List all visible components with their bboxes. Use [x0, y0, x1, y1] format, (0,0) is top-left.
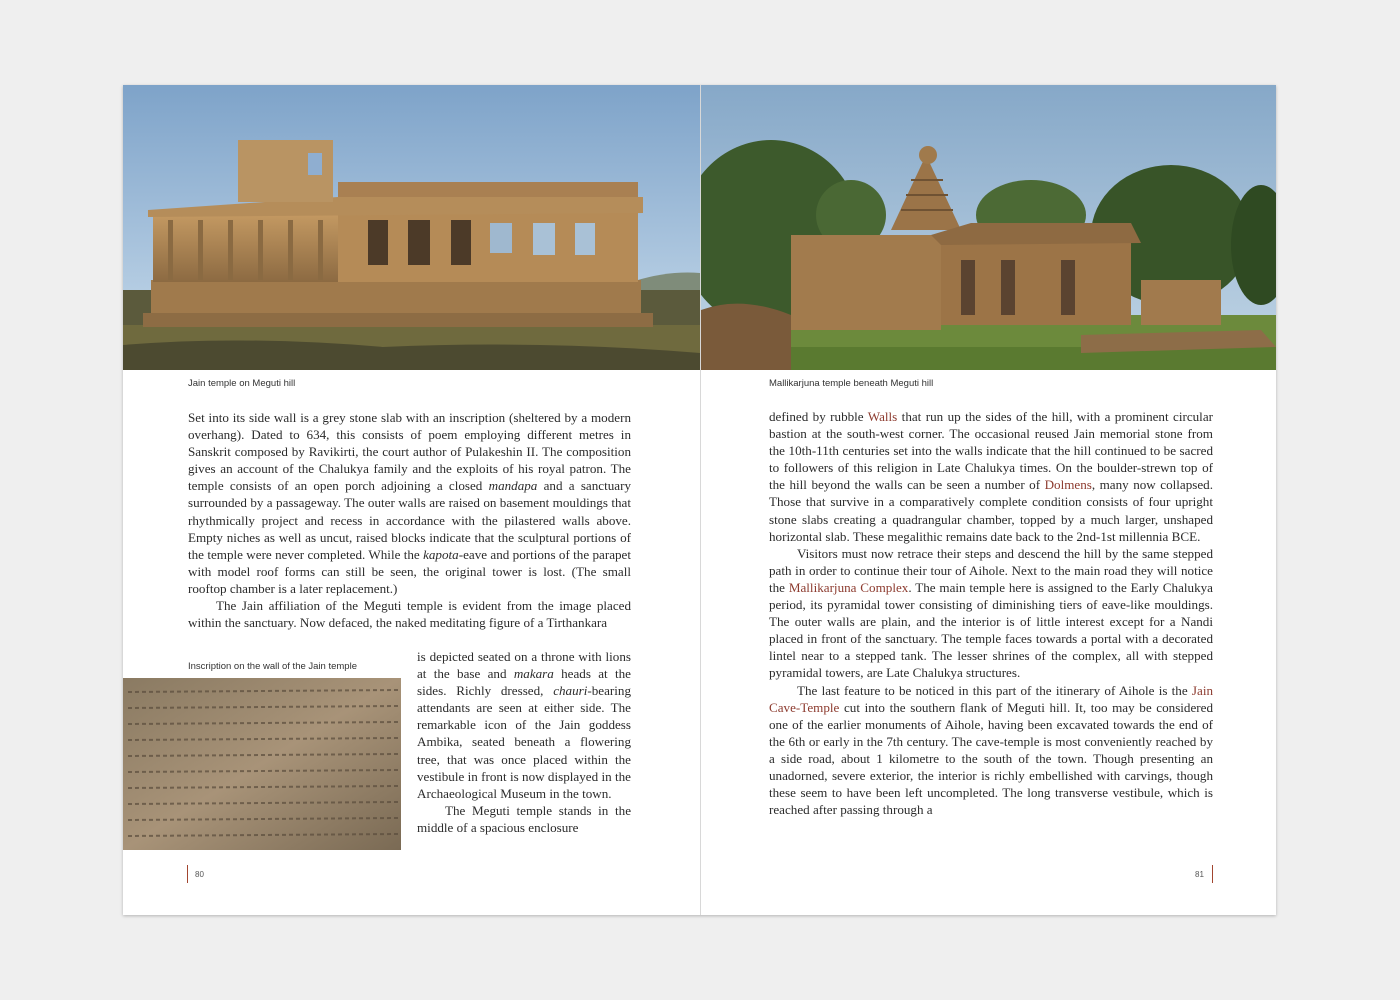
- dolmens-link[interactable]: Dolmens: [1044, 477, 1092, 493]
- left-paragraph-2: The Jain affiliation of the Meguti temple is evident from the image placed within the sanctuary. Now defaced, the naked meditating figure of a Tirthankara: [188, 598, 631, 631]
- walls-link[interactable]: Walls: [867, 409, 898, 424]
- mallikarjuna-complex-link[interactable]: Mallikarjuna Complex: [788, 579, 909, 595]
- left-side-column: [417, 648, 631, 836]
- right-paragraph-2: Visitors must now retrace their steps and descend the hill by the same stepped path in order to continue their tour of Aihole. Next to the main road they will notice the Mallikarjuna Complex. The main temple here is assigned to the Early Chalukya period, its pyramidal tower consisting of diminishing tiers of eave-like mouldings. The outer walls are plain, and the interior is of little interest except for a Nandi placed in front of the sanctuary. The temple faces towards a portal with a decorated lintel near to a stepped tank. The lesser shrines of the complex, all with stepped pyramidal towers, are Late Chalukya structures.: [769, 545, 1213, 681]
- right-text-column: [769, 408, 1213, 818]
- page-rule-right: [1212, 865, 1213, 883]
- right-paragraph-3: The last feature to be noticed in this part of the itinerary of Aihole is the Jain Cave-Temple cut into the southern flank of Meguti hill. It, too may be considered one of the earlier monuments of Aihole, having been excavated towards the end of the 6th or early in the 7th century. The cave-temple is most conveniently reached by a side road, about 1 kilometre to the south of the town. Though presenting an unadorned, severe exterior, the interior is richly embellished with carvings, though these seem to have been left uncompleted. The long transverse vestibule, which is reached after passing through a: [769, 682, 1213, 818]
- page-number-right: 81: [1195, 870, 1204, 879]
- left-paragraph-3: The Meguti temple stands in the middle of a spacious enclosure: [417, 802, 631, 835]
- left-text-column: [188, 409, 631, 631]
- left-paragraph-2-continued: is depicted seated on a throne with lions at the base and makara heads at the sides. Richly dressed, chauri-bearing attendants are seen at either side. The remarkable icon of the Jain goddess Ambika, seated beneath a flowering tree, that was once placed within the vestibule in front is now displayed in the Archaeological Museum in the town.: [417, 649, 631, 801]
- inscription-photo: [123, 678, 401, 850]
- top-photo-caption-right: Mallikarjuna temple beneath Meguti hill: [769, 378, 934, 389]
- inscription-caption: Inscription on the wall of the Jain temple: [188, 661, 357, 672]
- top-photo-caption-left: Jain temple on Meguti hill: [188, 378, 296, 389]
- page-rule-left: [187, 865, 188, 883]
- jain-temple-photo: [123, 85, 700, 370]
- jain-cave-temple-link[interactable]: Jain Cave-Temple: [769, 682, 1213, 715]
- page-number-left: 80: [195, 870, 204, 879]
- left-paragraph-1: Set into its side wall is a grey stone slab with an inscription (sheltered by a modern overhang). Dated to 634, this consists of poem employing different metres in Sanskrit composed by Ravikirti, the court author of Pulakeshin II. The composition gives an account of the Chalukya family and the exploits of his royal patron. The temple consists of an open porch adjoining a closed mandapa and a sanctuary surrounded by a passageway. The outer walls are raised on basement mouldings that rhythmically project and recess in accordance with the pilastered walls above. Empty niches as well as uncut, raised blocks indicate that the sculptural portions of the temple were never completed. While the kapota-eave and portions of the parapet with model roof forms can still be seen, the original tower is lost. (The small rooftop chamber is a later replacement.): [188, 410, 632, 596]
- book-spread: [123, 85, 1276, 915]
- mallikarjuna-temple-photo: [701, 85, 1276, 370]
- right-paragraph-1: defined by rubble Walls that run up the sides of the hill, with a prominent circular bastion at the south-west corner. The occasional reused Jain memorial stone from the 10th-11th centuries set into the walls indicate that the hill continued to be sacred to followers of this religion in Late Chalukya times. On the boulder-strewn top of the hill beyond the walls can be seen a number of Dolmens, many now collapsed. Those that survive in a comparatively complete condition consists of four upright stone slabs creating a quadrangular chamber, topped by a much larger, unshaped horizontal slab. These megalithic remains date back to the 2nd-1st millennia BCE.: [769, 409, 1213, 544]
